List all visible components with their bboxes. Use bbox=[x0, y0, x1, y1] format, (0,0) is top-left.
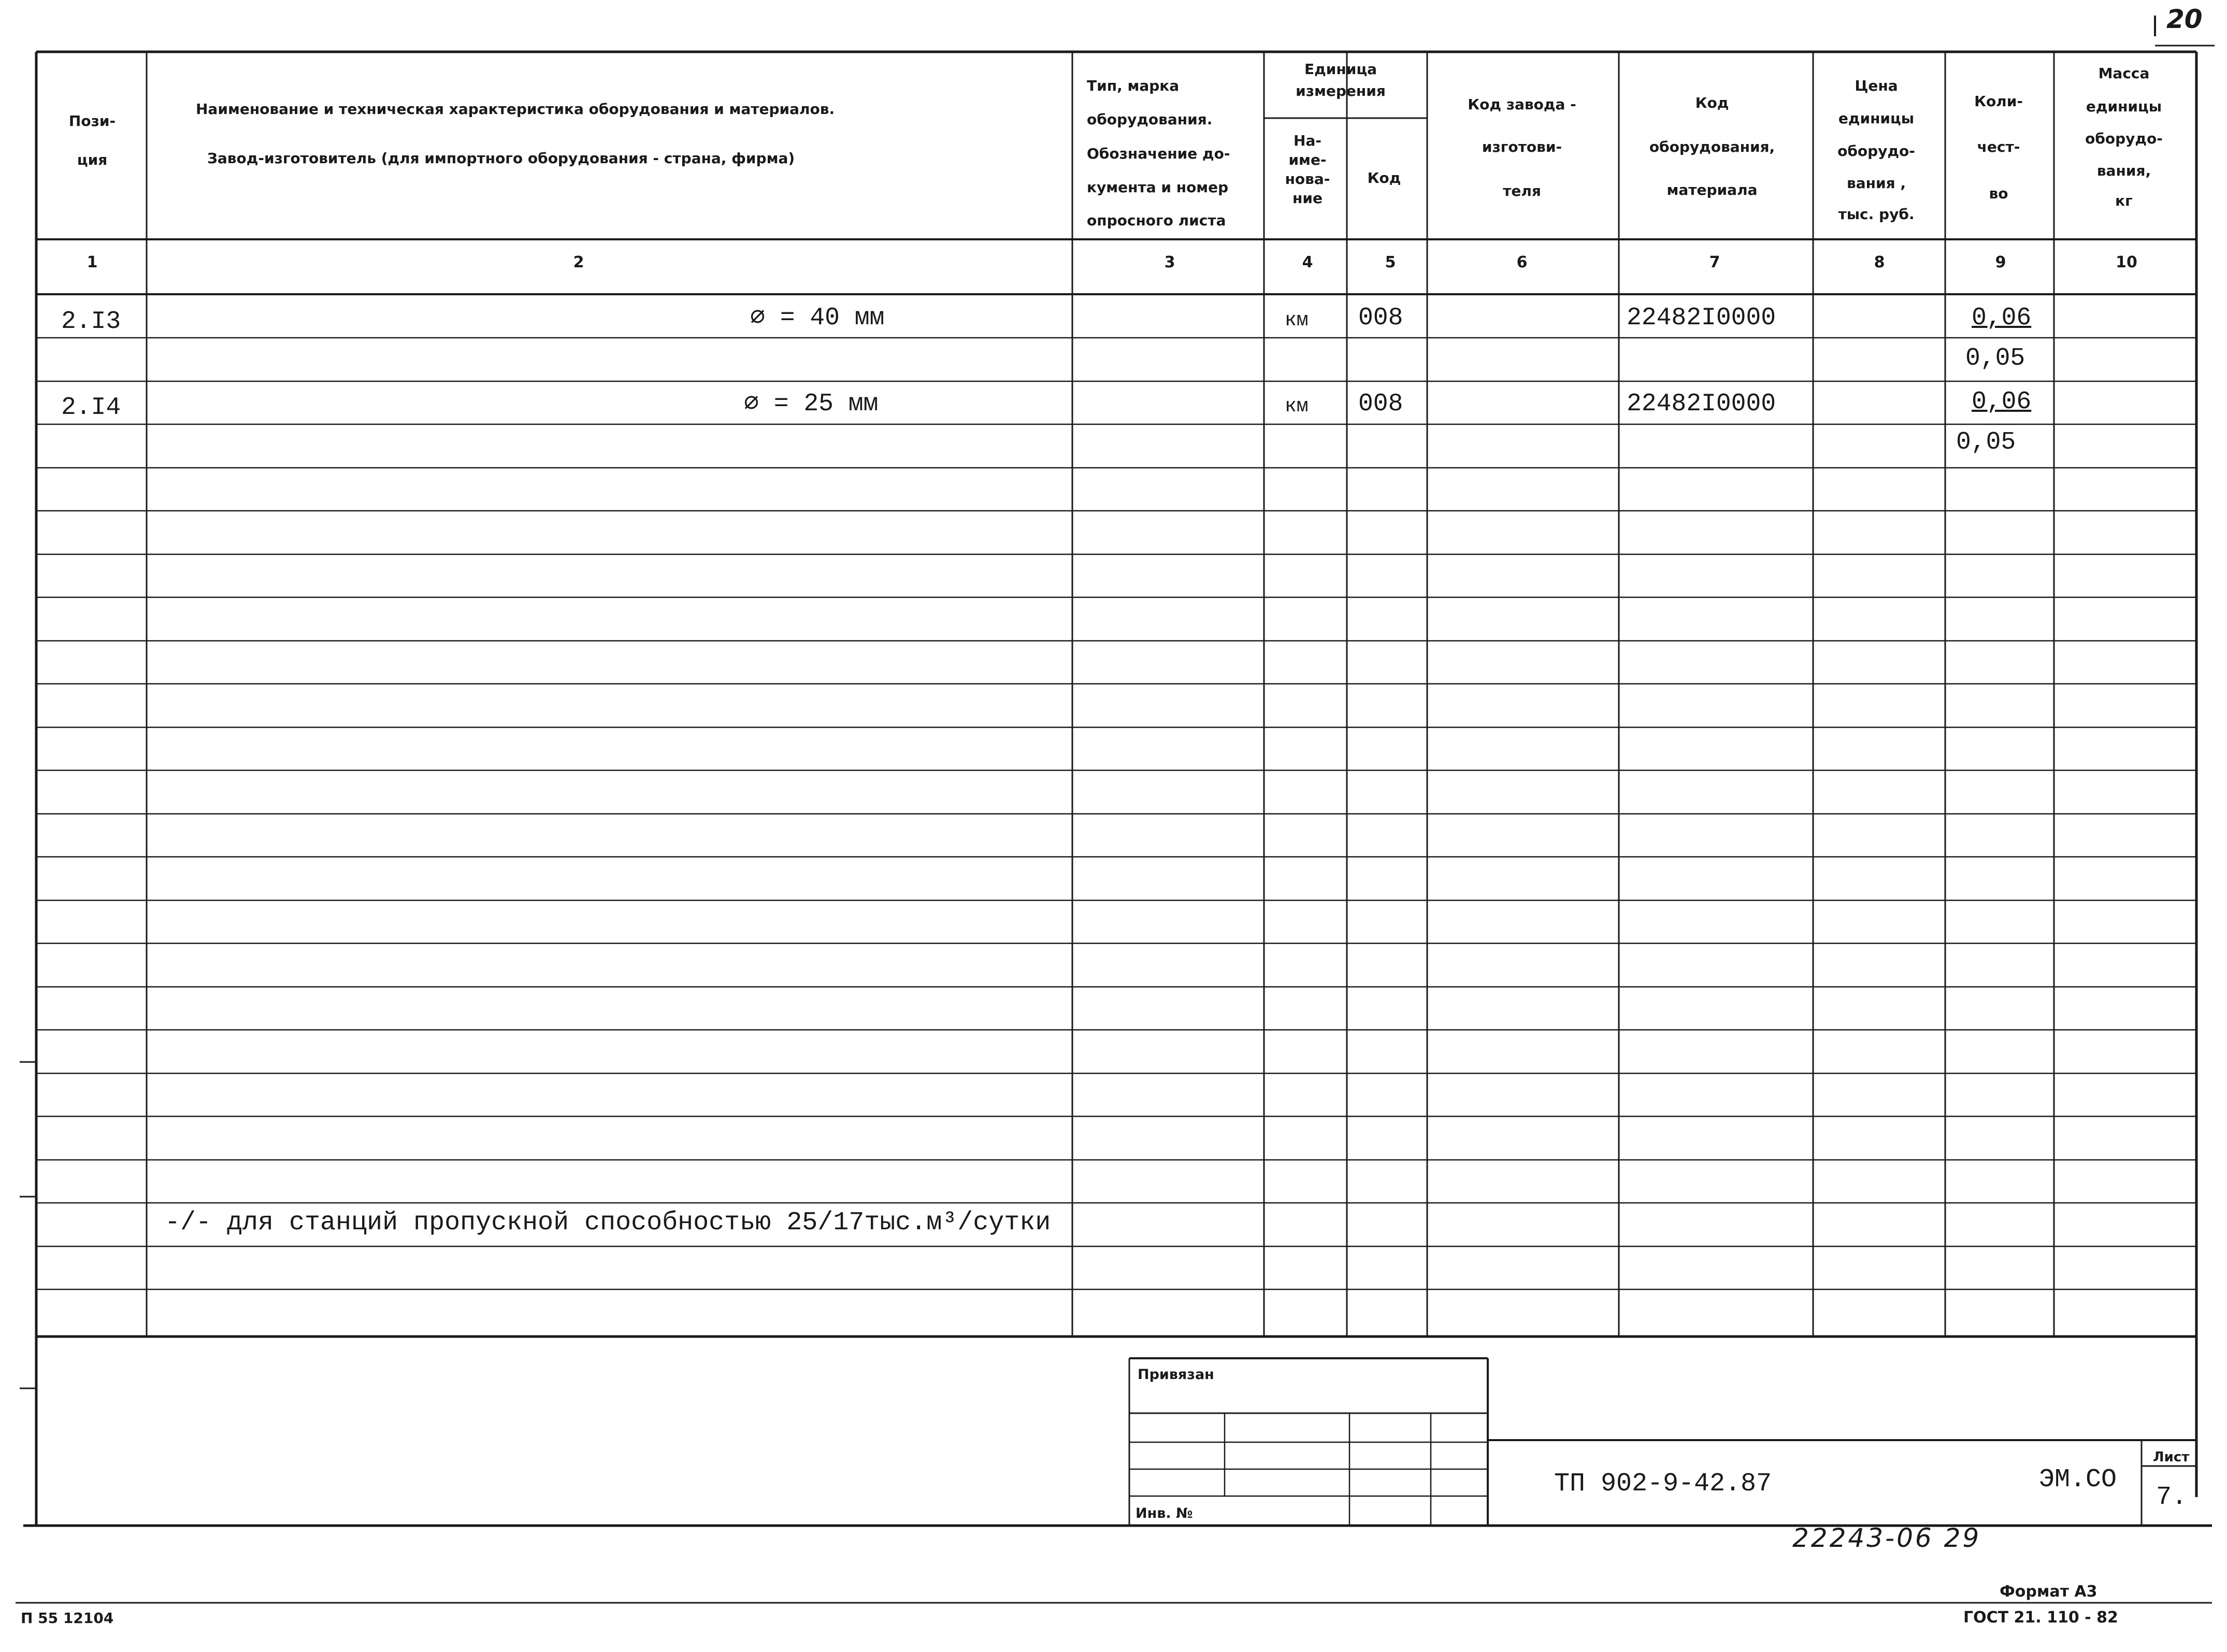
header-unit-name-1: На- bbox=[1294, 132, 1321, 149]
colnum-9: 9 bbox=[1995, 253, 2006, 271]
header-plant-code-3: теля bbox=[1503, 182, 1541, 199]
header-price-1: Цена bbox=[1855, 77, 1898, 94]
colnum-5: 5 bbox=[1385, 253, 1396, 271]
colnum-3: 3 bbox=[1164, 253, 1175, 271]
row1-quantity-alt: 0,05 bbox=[1965, 344, 2025, 372]
header-equip-code-1: Код bbox=[1695, 94, 1729, 111]
header-unit-2: измерения bbox=[1296, 82, 1386, 99]
stamp-inv-label: Инв. № bbox=[1136, 1505, 1193, 1521]
header-unit-name-3: нова- bbox=[1285, 170, 1330, 188]
section-code: ЭМ.СО bbox=[2039, 1465, 2117, 1495]
header-price-3: оборудо- bbox=[1837, 142, 1915, 160]
row2-unit: км bbox=[1285, 395, 1309, 418]
row1-quantity: 0,06 bbox=[1972, 304, 2032, 332]
sheet-number: 7. bbox=[2156, 1483, 2188, 1512]
gost-standard: ГОСТ 21. 110 - 82 bbox=[1963, 1608, 2118, 1627]
header-unit: Единица bbox=[1304, 61, 1377, 78]
footnote: -/- для станций пропускной способностью 25/17тыс.м³/сутки bbox=[165, 1208, 1051, 1238]
colnum-7: 7 bbox=[1709, 253, 1720, 271]
header-type-1: Тип, марка bbox=[1087, 77, 1180, 94]
row2-equipment-code: 22482I0000 bbox=[1627, 390, 1776, 418]
header-unit-name-2: име- bbox=[1288, 151, 1327, 168]
handwritten-number: 22243-06 29 bbox=[1792, 1523, 1981, 1553]
header-equip-code-2: оборудования, bbox=[1649, 138, 1775, 155]
header-mass-2: единицы bbox=[2086, 98, 2162, 115]
header-position: Пози- bbox=[68, 112, 116, 130]
stamp-bound-label: Привязан bbox=[1138, 1367, 1214, 1383]
page-number: 20 bbox=[2166, 4, 2203, 34]
colnum-1: 1 bbox=[87, 253, 98, 271]
header-type-2: оборудования. bbox=[1087, 111, 1213, 128]
header-plant-code-1: Код завода - bbox=[1468, 96, 1576, 113]
row2-quantity: 0,06 bbox=[1972, 388, 2032, 416]
header-manufacturer: Завод-изготовитель (для импортного оборудования - страна, фирма) bbox=[207, 150, 795, 167]
header-unit-name-4: ние bbox=[1292, 190, 1323, 207]
print-mark: П 55 12104 bbox=[21, 1610, 114, 1627]
header-position-2: ция bbox=[77, 151, 108, 168]
row2-name: ∅ = 25 мм bbox=[744, 390, 879, 418]
colnum-4: 4 bbox=[1302, 253, 1313, 271]
row2-position: 2.I4 bbox=[61, 394, 121, 422]
header-name: Наименование и техническая характеристика оборудования и материалов. bbox=[196, 100, 835, 118]
header-plant-code-2: изготови- bbox=[1482, 138, 1562, 155]
row2-quantity-alt: 0,05 bbox=[1956, 428, 2016, 456]
row1-unit: км bbox=[1285, 309, 1309, 332]
header-qty-3: во bbox=[1989, 185, 2008, 202]
header-type-5: опросного листа bbox=[1087, 212, 1226, 229]
header-type-3: Обозначение до- bbox=[1087, 145, 1230, 162]
colnum-6: 6 bbox=[1516, 253, 1528, 271]
sheet-label: Лист bbox=[2153, 1449, 2190, 1465]
row1-unit-code: 008 bbox=[1358, 304, 1403, 332]
row1-equipment-code: 22482I0000 bbox=[1627, 304, 1776, 332]
header-mass-1: Масса bbox=[2098, 65, 2150, 82]
document-code: ТП 902-9-42.87 bbox=[1554, 1469, 1772, 1499]
row2-unit-code: 008 bbox=[1358, 390, 1403, 418]
header-qty-1: Коли- bbox=[1974, 93, 2023, 110]
header-unit-code: Код bbox=[1367, 169, 1401, 186]
colnum-2: 2 bbox=[573, 253, 584, 271]
header-type-4: кумента и номер bbox=[1087, 179, 1229, 196]
colnum-10: 10 bbox=[2116, 253, 2137, 271]
header-equip-code-3: материала bbox=[1666, 181, 1758, 198]
row1-name: ∅ = 40 мм bbox=[750, 304, 885, 332]
header-price-4: вания , bbox=[1847, 175, 1906, 192]
colnum-8: 8 bbox=[1874, 253, 1885, 271]
row1-position: 2.I3 bbox=[61, 308, 121, 336]
header-price-5: тыс. руб. bbox=[1838, 206, 1915, 223]
header-mass-5: кг bbox=[2115, 192, 2133, 209]
header-price-2: единицы bbox=[1838, 110, 1915, 127]
header-mass-3: оборудо- bbox=[2085, 130, 2163, 147]
header-qty-2: чест- bbox=[1977, 138, 2020, 155]
format-label: Формат А3 bbox=[2000, 1583, 2097, 1601]
header-mass-4: вания, bbox=[2096, 162, 2151, 179]
